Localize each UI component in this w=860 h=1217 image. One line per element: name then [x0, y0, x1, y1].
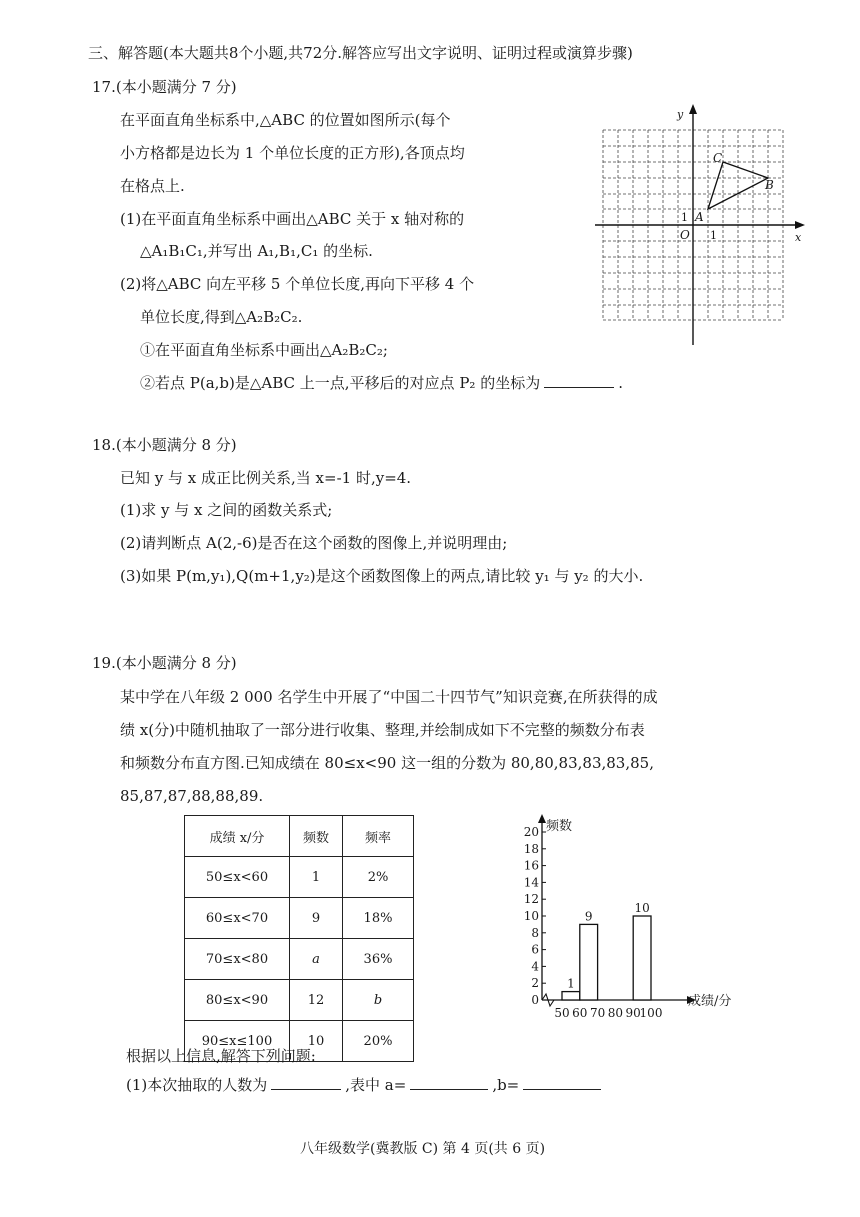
- table-header-cell: 频数: [290, 816, 343, 857]
- histogram-bar: [633, 916, 651, 1000]
- q17-line: 单位长度,得到△A₂B₂C₂.: [140, 308, 303, 326]
- vertex-label-b: B: [765, 178, 774, 192]
- x-tick-label: 80: [607, 1006, 624, 1020]
- y-axis-label: y: [677, 108, 684, 121]
- q19-line: 85,87,87,88,88,89.: [120, 787, 264, 805]
- frequency-table: [184, 815, 414, 1062]
- table-cell: 90≤x≤100: [185, 1021, 290, 1062]
- q17-line: 小方格都是边长为 1 个单位长度的正方形),各顶点均: [120, 144, 465, 162]
- q17-line: (1)在平面直角坐标系中画出△ABC 关于 x 轴对称的: [120, 210, 465, 228]
- q19-sub1-text: ,表中 a=: [345, 1076, 407, 1094]
- vertex-label-c: C: [713, 151, 723, 165]
- answer-blank[interactable]: [544, 373, 614, 388]
- table-cell: 1: [290, 857, 343, 898]
- table-row: [185, 939, 414, 980]
- q17-line: △A₁B₁C₁,并写出 A₁,B₁,C₁ 的坐标.: [140, 242, 373, 260]
- bar-value-label: 1: [567, 976, 575, 991]
- table-cell: 18%: [343, 898, 414, 939]
- q17-line: 在格点上.: [120, 177, 185, 195]
- x-axis-title: 成绩/分: [688, 994, 732, 1009]
- table-cell: 60≤x<70: [185, 898, 290, 939]
- y-tick-label: 20: [523, 825, 539, 839]
- answer-blank-count[interactable]: [271, 1075, 341, 1090]
- table-cell: 9: [290, 898, 343, 939]
- frequency-histogram: [500, 810, 760, 1025]
- y-tick-label: 2: [531, 976, 539, 991]
- q19-after: 根据以上信息,解答下列问题:: [126, 1047, 316, 1065]
- table-cell: a: [290, 939, 343, 980]
- y-tick-label: 6: [531, 942, 539, 957]
- y-tick-label: 0: [531, 993, 539, 1007]
- q19-sub1-text: (1)本次抽取的人数为: [126, 1076, 268, 1094]
- q19-header: 19.(本小题满分 8 分): [92, 654, 237, 672]
- table-cell: 36%: [343, 939, 414, 980]
- q18-header: 18.(本小题满分 8 分): [92, 436, 237, 454]
- q17-line: (2)将△ABC 向左平移 5 个单位长度,再向下平移 4 个: [120, 275, 475, 293]
- y-tick-label: 18: [523, 841, 539, 856]
- q18-line: (1)求 y 与 x 之间的函数关系式;: [120, 501, 333, 519]
- table-header-cell: 频率: [343, 816, 414, 857]
- q17-line: 在平面直角坐标系中,△ABC 的位置如图所示(每个: [120, 111, 451, 129]
- answer-blank-b[interactable]: [523, 1075, 601, 1090]
- table-row: [185, 857, 414, 898]
- x-tick-label: 100: [639, 1006, 663, 1020]
- q18-line: (3)如果 P(m,y₁),Q(m+1,y₂)是这个函数图像上的两点,请比较 y₁ 与 y₂ 的大小.: [120, 567, 644, 585]
- y-tick-label: 4: [531, 959, 539, 974]
- y-tick-label: 12: [523, 892, 539, 907]
- q18-line: 已知 y 与 x 成正比例关系,当 x=-1 时,y=4.: [120, 469, 412, 487]
- table-cell: 80≤x<90: [185, 980, 290, 1021]
- table-cell: 12: [290, 980, 343, 1021]
- vertex-label-a: A: [695, 210, 704, 224]
- q19-line: 和频数分布直方图.已知成绩在 80≤x<90 这一组的分数为 80,80,83,83,83,85,: [120, 754, 654, 772]
- q19-line: 绩 x(分)中随机抽取了一部分进行收集、整理,并绘制成如下不完整的频数分布表: [120, 721, 645, 739]
- section-title: 三、解答题(本大题共8个小题,共72分.解答应写出文字说明、证明过程或演算步骤): [88, 44, 633, 62]
- q19-sub1: [126, 1074, 605, 1096]
- q17-line: ①在平面直角坐标系中画出△A₂B₂C₂;: [140, 341, 388, 359]
- x-axis-label: x: [795, 231, 802, 244]
- table-row: [185, 898, 414, 939]
- table-cell: b: [343, 980, 414, 1021]
- bar-value-label: 10: [634, 901, 650, 915]
- x-tick-label: 60: [572, 1006, 588, 1020]
- histogram-bar: [562, 992, 580, 1000]
- x-tick-label: 50: [554, 1006, 570, 1020]
- q17-last-line: ②若点 P(a,b)是△ABC 上一点,平移后的对应点 P₂ 的坐标为 .: [140, 374, 623, 392]
- page-footer: 八年级数学(冀教版 C) 第 4 页(共 6 页): [300, 1141, 546, 1157]
- x-unit-label: 1: [710, 229, 717, 242]
- table-header-cell: 成绩 x/分: [185, 816, 290, 857]
- y-tick-label: 8: [531, 925, 539, 940]
- coordinate-grid: [595, 100, 810, 350]
- y-tick-label: 14: [523, 875, 539, 890]
- q17-last-text: ②若点 P(a,b)是△ABC 上一点,平移后的对应点 P₂ 的坐标为: [140, 374, 541, 392]
- table-cell: 20%: [343, 1021, 414, 1062]
- table-header-row: [185, 816, 414, 857]
- table-cell: 70≤x<80: [185, 939, 290, 980]
- q19-line: 某中学在八年级 2 000 名学生中开展了“中国二十四节气”知识竞赛,在所获得的成: [120, 688, 658, 706]
- table-cell: 10: [290, 1021, 343, 1062]
- bar-value-label: 9: [584, 909, 593, 924]
- table-row: [185, 980, 414, 1021]
- y-tick-label: 10: [523, 909, 539, 923]
- y-unit-label: 1: [681, 211, 688, 224]
- x-tick-label: 90: [625, 1006, 641, 1020]
- q17-header: 17.(本小题满分 7 分): [92, 78, 237, 96]
- answer-blank-a[interactable]: [410, 1075, 488, 1090]
- q18-line: (2)请判断点 A(2,-6)是否在这个函数的图像上,并说明理由;: [120, 534, 508, 552]
- histogram-bar: [580, 924, 598, 1000]
- q19-sub1-text: ,b=: [492, 1076, 520, 1094]
- table-cell: 50≤x<60: [185, 857, 290, 898]
- y-axis-title: 频数: [546, 819, 573, 834]
- table-cell: 2%: [343, 857, 414, 898]
- y-tick-label: 16: [523, 858, 539, 873]
- origin-label: O: [680, 228, 690, 242]
- x-tick-label: 70: [589, 1006, 606, 1020]
